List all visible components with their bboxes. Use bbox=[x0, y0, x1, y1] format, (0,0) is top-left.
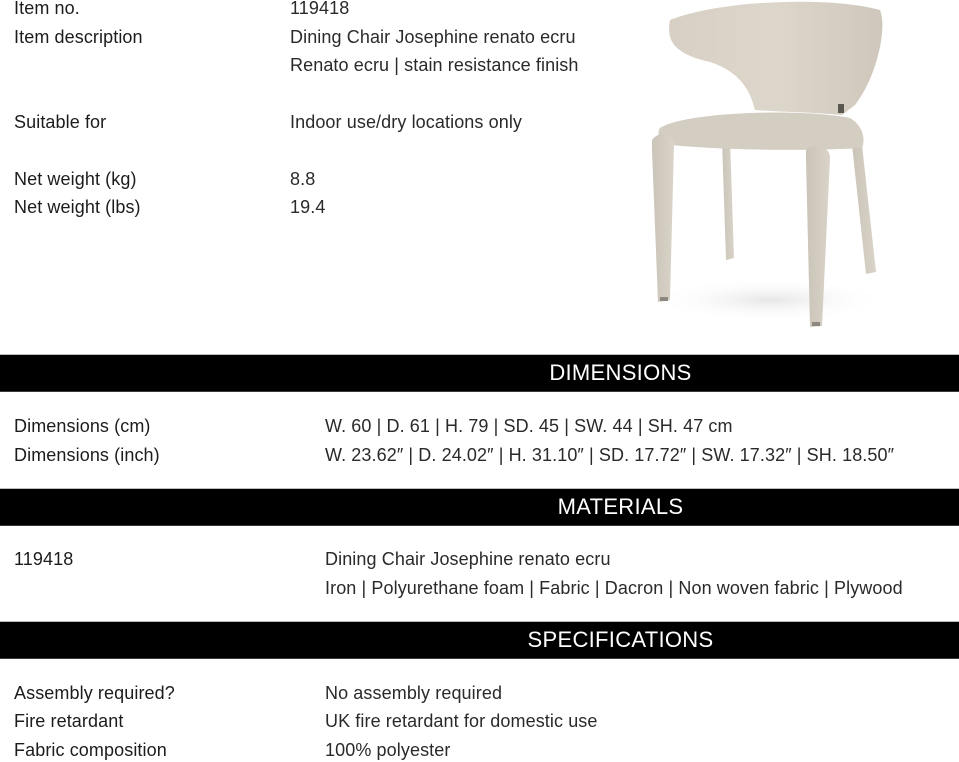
specifications-title: SPECIFICATIONS bbox=[527, 627, 714, 652]
product-image bbox=[630, 0, 900, 330]
item-description-value: Dining Chair Josephine renato ecru bbox=[290, 27, 576, 47]
fire-retardant-label: Fire retardant bbox=[14, 711, 124, 731]
fire-retardant-value: UK fire retardant for domestic use bbox=[325, 711, 598, 731]
net-weight-kg-label: Net weight (kg) bbox=[14, 169, 137, 189]
chair-illustration bbox=[630, 0, 900, 330]
materials-item-name: Dining Chair Josephine renato ecru bbox=[325, 549, 611, 569]
net-weight-lbs-value: 19.4 bbox=[290, 197, 326, 217]
assembly-required-label: Assembly required? bbox=[14, 683, 175, 703]
suitable-for-label: Suitable for bbox=[14, 112, 107, 132]
materials-item-no: 119418 bbox=[14, 549, 74, 569]
dimensions-cm-value: W. 60 | D. 61 | H. 79 | SD. 45 | SW. 44 | SH. 47 cm bbox=[325, 416, 733, 436]
dimensions-cm-label: Dimensions (cm) bbox=[14, 416, 151, 436]
materials-list: Iron | Polyurethane foam | Fabric | Dacron | Non woven fabric | Plywood bbox=[325, 578, 903, 598]
fabric-composition-label: Fabric composition bbox=[14, 740, 167, 760]
dimensions-header bbox=[0, 354, 959, 392]
specifications-header bbox=[0, 621, 959, 659]
item-description-label: Item description bbox=[14, 27, 143, 47]
dimensions-inch-value: W. 23.62″ | D. 24.02″ | H. 31.10″ | SD. 17.72″ | SW. 17.32″ | SH. 18.50″ bbox=[325, 445, 895, 465]
net-weight-lbs-label: Net weight (lbs) bbox=[14, 197, 141, 217]
materials-title: MATERIALS bbox=[557, 494, 684, 519]
item-no-label: Item no. bbox=[14, 0, 80, 18]
dimensions-title: DIMENSIONS bbox=[549, 360, 692, 385]
item-no-value: 119418 bbox=[290, 0, 350, 18]
materials-header bbox=[0, 488, 959, 526]
assembly-required-value: No assembly required bbox=[325, 683, 503, 703]
net-weight-kg-value: 8.8 bbox=[290, 169, 316, 189]
suitable-for-value: Indoor use/dry locations only bbox=[290, 112, 523, 132]
item-description-finish: Renato ecru | stain resistance finish bbox=[290, 55, 579, 75]
dimensions-inch-label: Dimensions (inch) bbox=[14, 445, 160, 465]
fabric-composition-value: 100% polyester bbox=[325, 740, 451, 760]
